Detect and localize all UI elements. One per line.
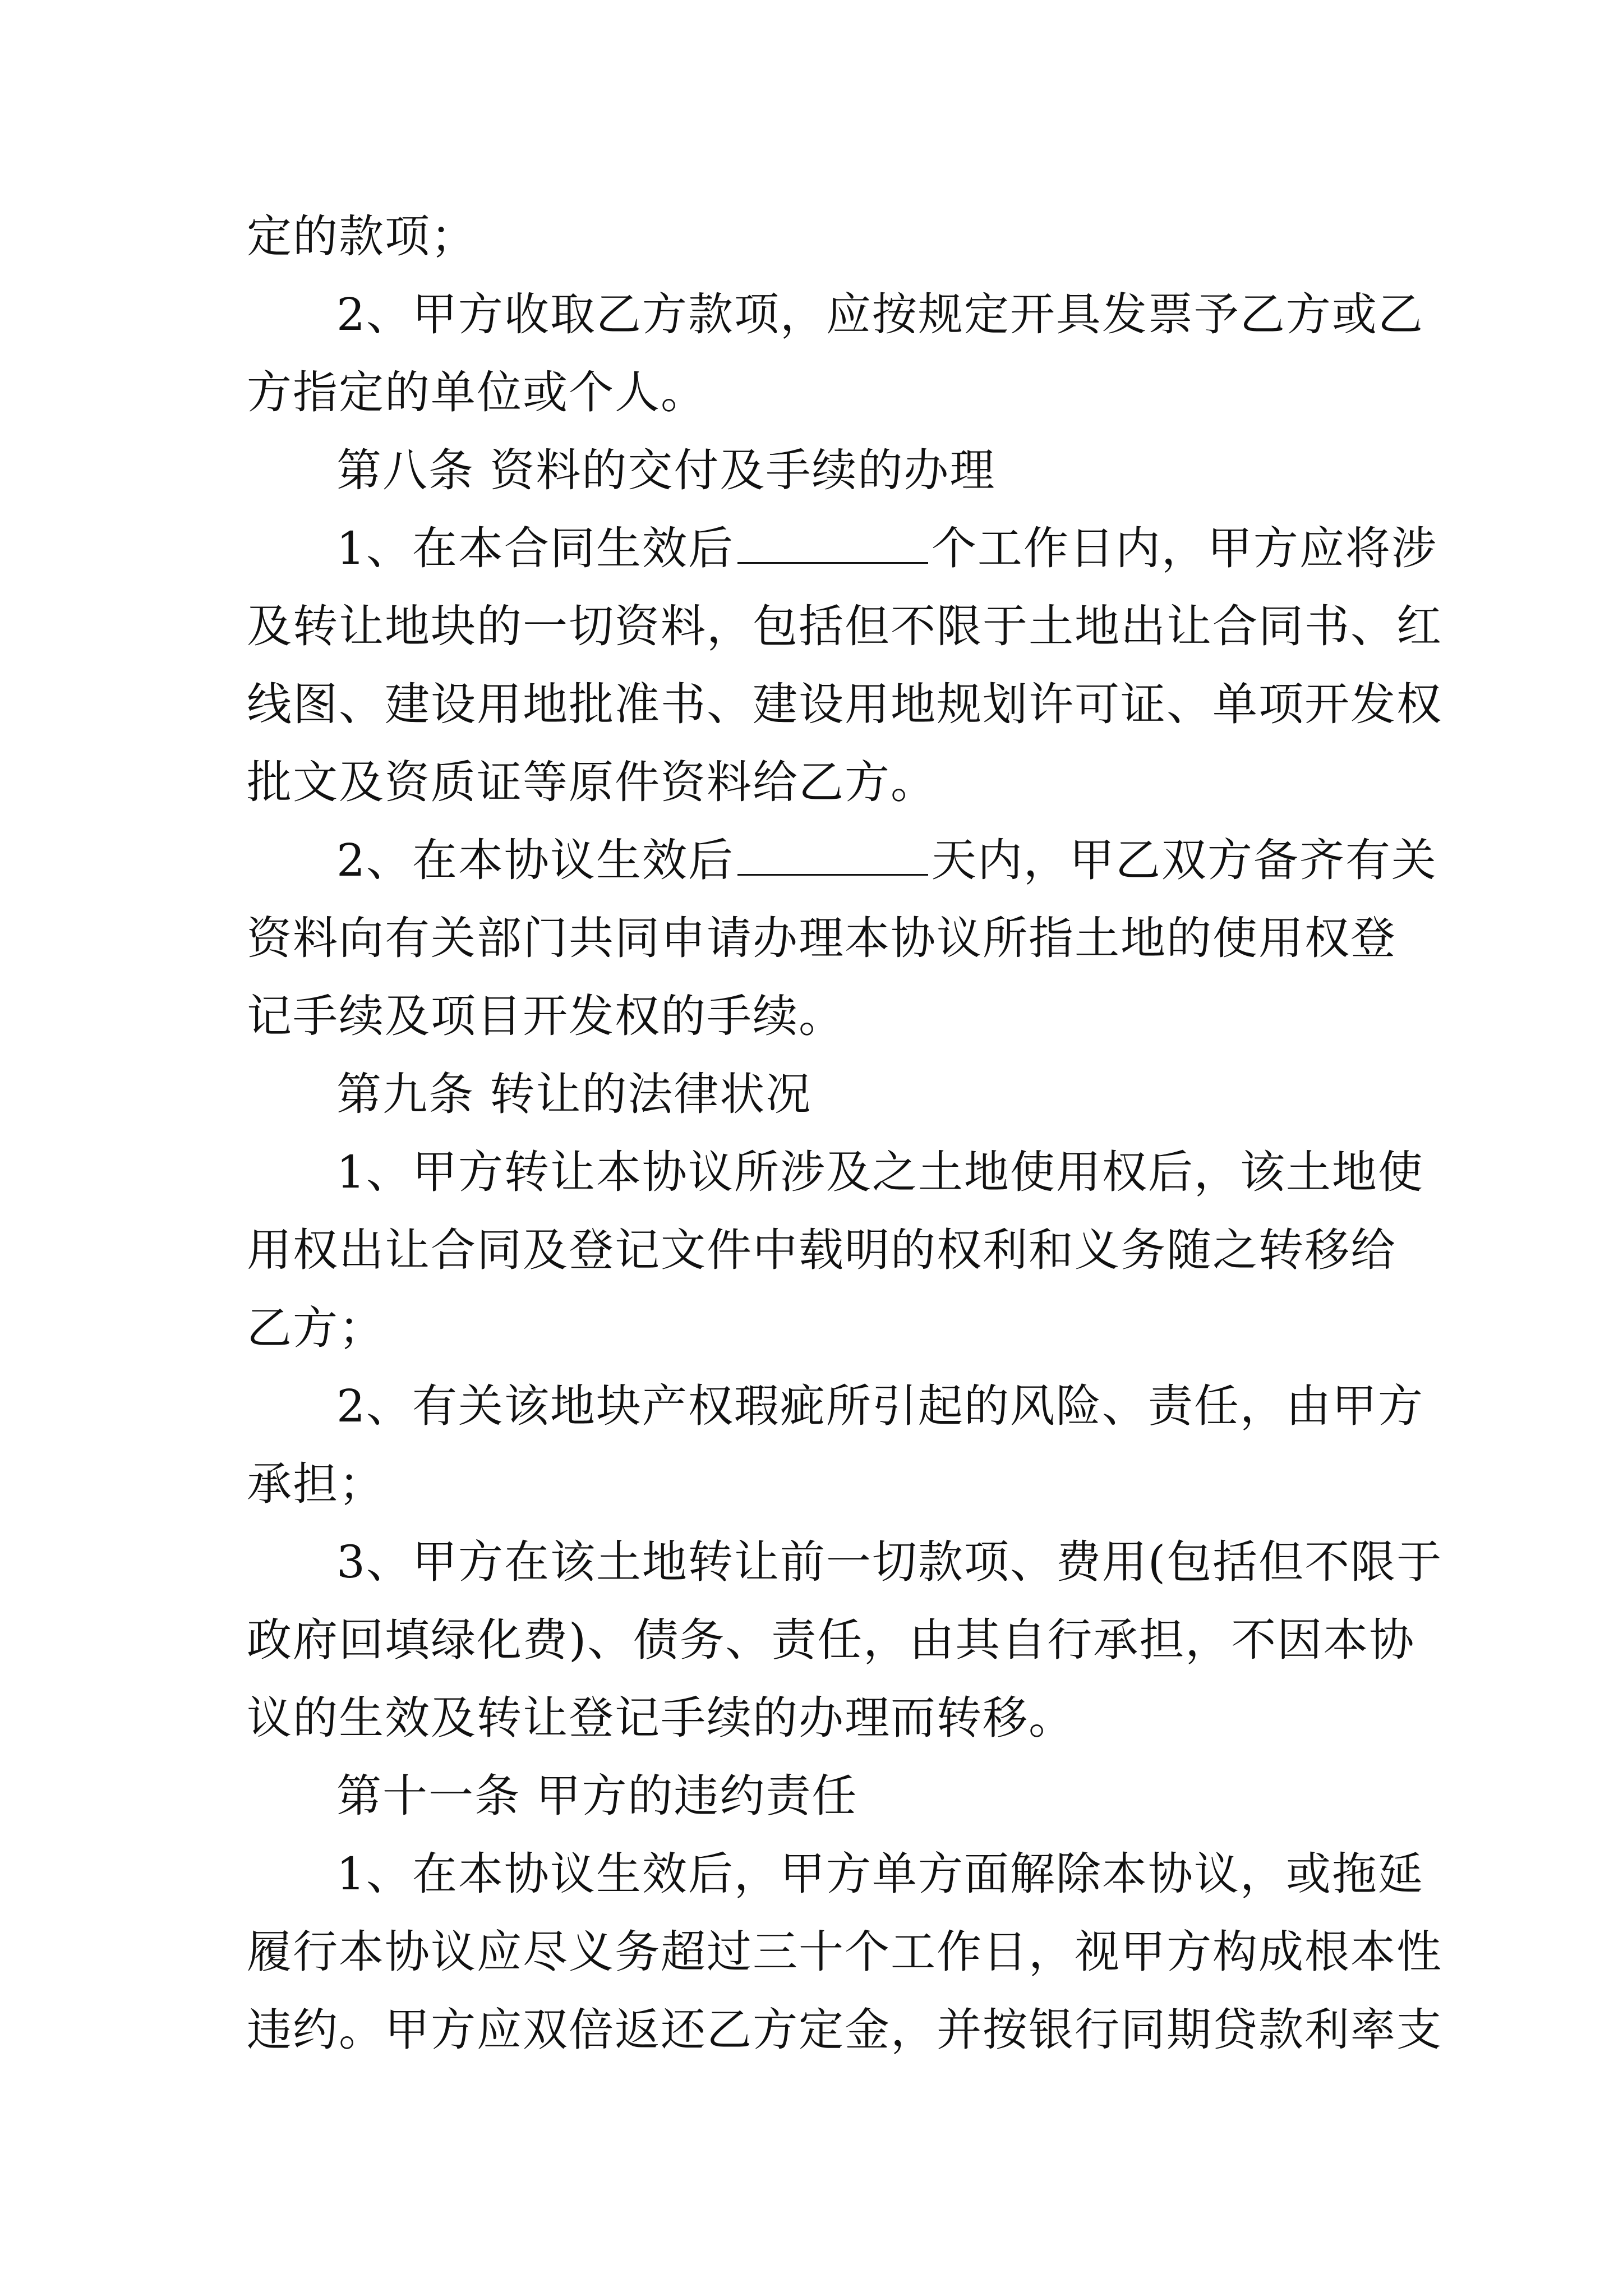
paragraph-line: 政府回填绿化费)、债务、责任，由其自行承担，不因本协 [247, 1614, 1415, 1666]
paragraph-line: 线图、建设用地批准书、建设用地规划许可证、单项开发权 [247, 678, 1442, 730]
section-heading-article-9: 第九条 转让的法律状况 [336, 1068, 812, 1120]
paragraph-line: 违约。甲方应双倍返还乙方定金，并按银行同期贷款利率支 [247, 2004, 1442, 2056]
line-end: 天内，甲乙双方备齐有关 [931, 834, 1437, 886]
paragraph-line: 定的款项； [247, 210, 477, 263]
paragraph-line [247, 509, 1437, 587]
paragraph-line: 1、甲方转让本协议所涉及之土地使用权后，该土地使 [336, 1146, 1424, 1198]
paragraph-line: 1、在本协议生效后，甲方单方面解除本协议，或拖延 [336, 1848, 1424, 1900]
section-heading-article-8: 第八条 资料的交付及手续的办理 [336, 444, 996, 496]
paragraph-line: 记手续及项目开发权的手续。 [247, 990, 845, 1042]
paragraph-line: 2、有关该地块产权瑕疵所引起的风险、责任，由甲方 [336, 1380, 1424, 1432]
paragraph-line: 议的生效及转让登记手续的办理而转移。 [247, 1692, 1075, 1744]
line-start: 2、在本协议生效后 [336, 834, 734, 886]
line-start: 1、在本合同生效后 [336, 522, 734, 574]
line-end: 个工作日内，甲方应将涉 [931, 522, 1437, 574]
fill-in-blank [737, 840, 928, 876]
paragraph-line: 履行本协议应尽义务超过三十个工作日，视甲方构成根本性 [247, 1926, 1442, 1978]
document-body [247, 197, 1443, 2069]
paragraph-line: 用权出让合同及登记文件中载明的权利和义务随之转移给 [247, 1224, 1396, 1276]
paragraph-line: 2、甲方收取乙方款项，应按规定开具发票予乙方或乙 [336, 288, 1424, 341]
paragraph-line: 方指定的单位或个人。 [247, 366, 707, 418]
paragraph-line: 3、甲方在该土地转让前一切款项、费用(包括但不限于 [336, 1536, 1443, 1588]
paragraph-line: 及转让地块的一切资料，包括但不限于土地出让合同书、红 [247, 600, 1442, 652]
paragraph-line: 乙方； [247, 1302, 385, 1354]
fill-in-blank [737, 528, 928, 564]
paragraph-line: 批文及资质证等原件资料给乙方。 [247, 756, 937, 808]
section-heading-article-11: 第十一条 甲方的违约责任 [336, 1770, 858, 1822]
paragraph-line [247, 821, 1437, 899]
paragraph-line: 承担； [247, 1458, 385, 1510]
paragraph-line: 资料向有关部门共同申请办理本协议所指土地的使用权登 [247, 912, 1396, 964]
